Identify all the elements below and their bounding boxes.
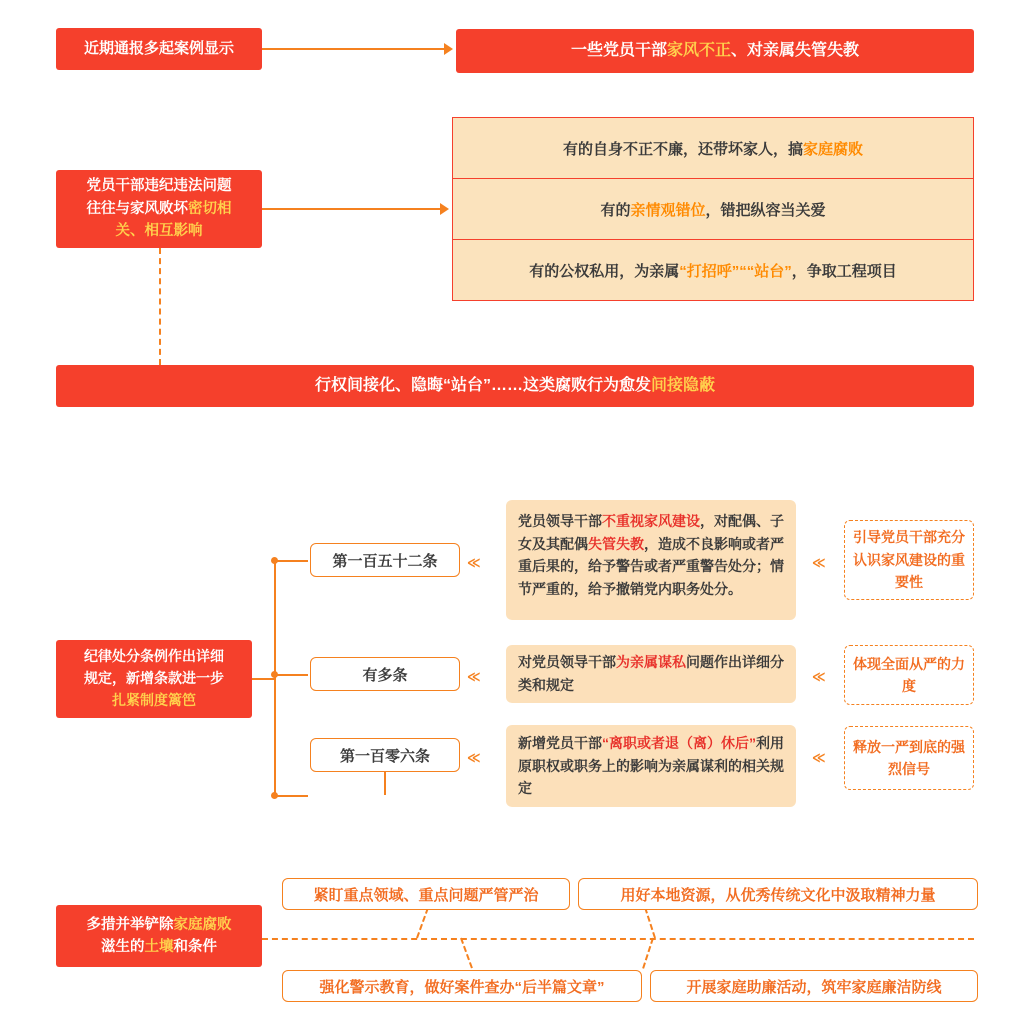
arrow-source-to-headline — [444, 43, 453, 55]
cause-line-2: 往往与家风败坏密切相 — [86, 200, 232, 217]
measure-item-2: 用好本地资源，从优秀传统文化中汲取精神力量 — [578, 878, 978, 910]
regulation-line-1: 纪律处分条例作出详细 — [84, 648, 224, 665]
headline-text: 一些党员干部家风不正、对亲属失管失教 — [570, 41, 860, 59]
trend-banner-text: 行权间接化、隐晦“站台”……这类腐败行为愈发间接隐蔽 — [314, 376, 716, 394]
article-outcome-2: 体现全面从严的力度 — [844, 645, 974, 705]
branch-dot-3 — [271, 792, 278, 799]
measures-line-2: 滋生的土壤和条件 — [101, 939, 217, 955]
branch-line-1 — [274, 560, 308, 562]
regulation-block — [56, 640, 252, 718]
connector-cause-to-banner — [159, 248, 161, 365]
measures-line-1: 多措并举铲除家庭腐败 — [86, 916, 232, 933]
measures-block — [56, 905, 262, 967]
chevron-icon: ≪ — [812, 555, 823, 570]
article-outcome-3: 释放一严到底的强烈信号 — [844, 726, 974, 790]
branch-line-2 — [274, 674, 308, 676]
headline-box — [456, 29, 974, 73]
trend-banner — [56, 365, 974, 407]
article-detail-2: 对党员领导干部为亲属谋私问题作出详细分类和规定 — [506, 645, 796, 703]
article-label-1: 第一百五十二条 — [310, 543, 460, 577]
article-outcome-1: 引导党员干部充分认识家风建设的重要性 — [844, 520, 974, 600]
branch-line-3 — [274, 795, 308, 797]
manifestation-list — [452, 117, 974, 301]
regulation-spine — [274, 560, 276, 797]
measure-item-3: 强化警示教育，做好案件查办“后半篇文章” — [282, 970, 642, 1002]
measure-item-1: 紧盯重点领域、重点问题严管严治 — [282, 878, 570, 910]
chevron-icon: ≪ — [812, 669, 823, 684]
measures-tick-b — [460, 938, 473, 969]
branch-riser-3 — [384, 772, 386, 795]
article-label-3: 第一百零六条 — [310, 738, 460, 772]
cause-block — [56, 170, 262, 248]
manifestation-item: 有的公权私用，为亲属“打招呼”““站台”，争取工程项目 — [453, 239, 973, 301]
measures-tick-c — [644, 907, 656, 938]
measures-baseline — [262, 938, 974, 940]
manifestation-item: 有的亲情观错位，错把纵容当关爱 — [453, 178, 973, 239]
cause-line-3: 关、相互影响 — [115, 223, 203, 240]
regulation-trunk — [252, 678, 274, 680]
measures-tick-a — [416, 908, 429, 939]
connector-source-to-headline — [262, 48, 444, 50]
source-label-box — [56, 28, 262, 70]
regulation-line-3: 扎紧制度篱笆 — [112, 691, 196, 708]
manifestation-item: 有的自身不正不廉，还带坏家人，搞家庭腐败 — [562, 140, 864, 158]
measure-item-4: 开展家庭助廉活动，筑牢家庭廉洁防线 — [650, 970, 978, 1002]
article-label-2: 有多条 — [310, 657, 460, 691]
cause-line-1: 党员干部违纪违法问题 — [86, 178, 232, 195]
article-detail-1: 党员领导干部不重视家风建设，对配偶、子女及其配偶失管失教，造成不良影响或者严重后果的，给予警告或者严重警告处分；情节严重的，给予撤销党内职务处分。 — [506, 500, 796, 620]
branch-dot-1 — [271, 557, 278, 564]
connector-cause-to-items — [262, 208, 440, 210]
chevron-icon: ≪ — [467, 750, 478, 765]
article-detail-3: 新增党员干部“离职或者退（离）休后”利用原职权或职务上的影响为亲属谋利的相关规定 — [506, 725, 796, 807]
arrow-cause-to-items — [440, 203, 449, 215]
measures-tick-d — [642, 938, 654, 969]
chevron-icon: ≪ — [467, 669, 478, 684]
source-label-text: 近期通报多起案例显示 — [83, 40, 234, 58]
regulation-line-2: 规定，新增条款进一步 — [84, 670, 224, 687]
branch-dot-2 — [271, 671, 278, 678]
chevron-icon: ≪ — [812, 750, 823, 765]
chevron-icon: ≪ — [467, 555, 478, 570]
